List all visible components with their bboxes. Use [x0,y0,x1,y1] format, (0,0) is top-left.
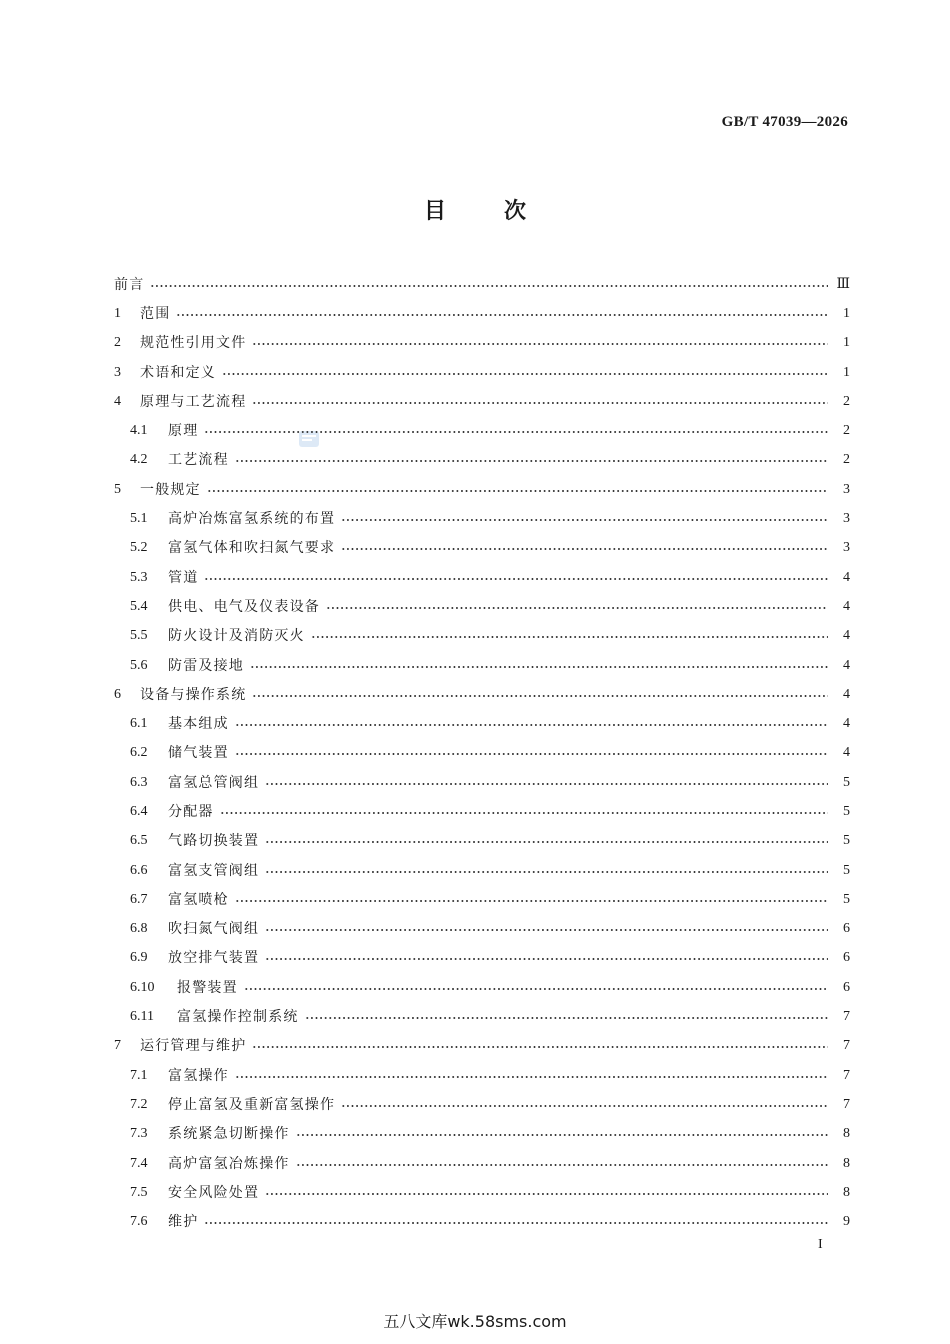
toc-leader-dots [222,367,828,381]
toc-entry-label: 富氢总管阀组 [168,774,260,791]
toc-entry-number: 4.1 [130,423,148,439]
toc-entry-label: 富氢支管阀组 [168,862,260,879]
toc-entry-page: 3 [843,481,850,497]
toc-leader-dots [244,982,828,996]
toc-entry[interactable] [114,270,850,299]
toc-leader-dots [326,601,828,615]
toc-leader-dots [235,894,828,908]
toc-entry-number: 3 [114,364,121,380]
toc-entry-page: 6 [843,950,850,966]
toc-entry[interactable] [114,475,850,504]
toc-entry-label: 高炉富氢冶炼操作 [168,1155,290,1172]
toc-leader-dots [341,542,828,556]
toc-entry-page: 1 [843,335,850,351]
toc-entry-label: 维护 [168,1214,199,1231]
toc-entry-label: 范围 [140,305,171,322]
toc-entry[interactable] [114,299,850,328]
toc-entry[interactable] [114,1120,850,1149]
toc-entry-page: 4 [843,716,850,732]
toc-entry-label: 安全风险处置 [168,1184,260,1201]
toc-leader-dots [341,1099,828,1113]
toc-entry-label: 工艺流程 [168,452,229,469]
toc-entry[interactable] [114,944,850,973]
toc-leader-dots [235,1070,828,1084]
toc-entry-number: 7.1 [130,1067,148,1083]
toc-leader-dots [252,337,828,351]
toc-entry-page: 7 [843,1067,850,1083]
toc-entry-number: 5.3 [130,569,148,585]
toc-leader-dots [341,513,828,527]
toc-leader-dots [296,1158,828,1172]
toc-entry-number: 7.5 [130,1184,148,1200]
toc-entry-page: 4 [843,745,850,761]
toc-entry-number: 5.1 [130,511,148,527]
toc-entry-page: 1 [843,364,850,380]
footer-watermark-text: 五八文库wk.58sms.com [383,1312,567,1331]
toc-entry[interactable] [114,973,850,1002]
toc-entry-label: 高炉冶炼富氢系统的布置 [168,511,336,528]
toc-entry-label: 储气装置 [168,745,229,762]
toc-entry-number: 5.6 [130,657,148,673]
toc-entry[interactable] [114,768,850,797]
toc-entry-number: 6.11 [130,1009,154,1025]
toc-entry-number: 6.7 [130,891,148,907]
toc-entry-label: 系统紧急切断操作 [168,1126,290,1143]
toc-leader-dots [207,484,828,498]
toc-entry[interactable] [114,885,850,914]
toc-entry-label: 分配器 [168,803,214,820]
toc-entry-page: 8 [843,1184,850,1200]
toc-entry-page: 5 [843,774,850,790]
toc-entry-label: 供电、电气及仪表设备 [168,598,320,615]
toc-entry-page: 3 [843,540,850,556]
toc-entry-number: 5.5 [130,628,148,644]
toc-entry-label: 防火设计及消防灭火 [168,628,305,645]
toc-entry-page: 8 [843,1155,850,1171]
toc-entry[interactable] [114,1149,850,1178]
toc-entry[interactable] [114,534,850,563]
toc-leader-dots [265,865,828,879]
toc-entry[interactable] [114,504,850,533]
toc-entry[interactable] [114,651,850,680]
toc-entry[interactable] [114,1178,850,1207]
toc-leader-dots [265,835,828,849]
toc-entry-page: 5 [843,833,850,849]
toc-entry[interactable] [114,680,850,709]
toc-leader-dots [252,1040,828,1054]
toc-entry-page: 4 [843,598,850,614]
toc-entry-label: 富氢气体和吹扫氮气要求 [168,540,336,557]
toc-entry[interactable] [114,709,850,738]
title-char-left: 目 [423,199,446,224]
toc-entry[interactable] [114,856,850,885]
toc-leader-dots [235,718,828,732]
toc-entry-page: 4 [843,686,850,702]
standard-code: GB/T 47039—2026 [721,114,848,130]
toc-entry-page: 4 [843,569,850,585]
toc-leader-dots [150,279,828,293]
toc-entry[interactable] [114,797,850,826]
toc-entry-label: 报警装置 [177,979,238,996]
toc-entry-page: 5 [843,803,850,819]
toc-entry-label: 设备与操作系统 [140,686,247,703]
toc-leader-dots [265,923,828,937]
toc-entry[interactable] [114,563,850,592]
toc-entry-number: 6.8 [130,921,148,937]
toc-leader-dots [296,1128,828,1142]
toc-entry-number: 6.10 [130,979,155,995]
toc-entry-label: 原理与工艺流程 [140,393,247,410]
toc-entry-label: 富氢操作 [168,1067,229,1084]
toc-entry-number: 6.3 [130,774,148,790]
toc-entry-page: 2 [843,452,850,468]
toc-entry-page: 2 [843,423,850,439]
toc-leader-dots [252,689,828,703]
toc-entry-number: 7 [114,1038,121,1054]
toc-entry[interactable] [114,329,850,358]
toc-leader-dots [305,1011,828,1025]
toc-entry[interactable] [114,739,850,768]
toc-entry-number: 7.2 [130,1096,148,1112]
toc-entry-number: 6.1 [130,716,148,732]
toc-entry-label: 放空排气装置 [168,950,260,967]
toc-entry-number: 6.5 [130,833,148,849]
toc-leader-dots [265,952,828,966]
toc-entry-page: 6 [843,921,850,937]
toc-entry-page: 2 [843,393,850,409]
toc-entry[interactable] [114,446,850,475]
toc-entry[interactable] [114,915,850,944]
toc-leader-dots [250,660,828,674]
toc-entry-label: 停止富氢及重新富氢操作 [168,1096,336,1113]
toc-entry-number: 1 [114,305,121,321]
toc-entry-page: Ⅲ [836,276,850,292]
toc-entry-label: 吹扫氮气阀组 [168,921,260,938]
toc-entry-page: 7 [843,1096,850,1112]
toc-entry-page: 5 [843,891,850,907]
toc-entry-number: 5 [114,481,121,497]
toc-entry[interactable] [114,416,850,445]
toc-entry-label: 防雷及接地 [168,657,244,674]
toc-entry-page: 7 [843,1009,850,1025]
toc-leader-dots [252,396,828,410]
toc-entry-page: 4 [843,657,850,673]
toc-entry[interactable] [114,1061,850,1090]
title-char-right: 次 [504,199,527,224]
toc-leader-dots [204,1216,828,1230]
page-title [0,194,950,225]
toc-entry-number: 7.4 [130,1155,148,1171]
toc-entry-page: 4 [843,628,850,644]
toc-leader-dots [220,806,828,820]
toc-leader-dots [265,1187,828,1201]
toc-entry-number: 6.4 [130,803,148,819]
page-number: I [818,1237,823,1252]
toc-entry-label: 原理 [168,423,199,440]
toc-entry-number: 6 [114,686,121,702]
toc-entry-label: 气路切换装置 [168,833,260,850]
toc-leader-dots [311,630,828,644]
toc-entry[interactable] [114,358,850,387]
toc-entry-label: 规范性引用文件 [140,335,247,352]
toc-leader-dots [176,308,828,322]
toc-entry[interactable] [114,387,850,416]
toc-entry-number: 4.2 [130,452,148,468]
toc-leader-dots [204,572,828,586]
toc-entry[interactable] [114,1090,850,1119]
toc-entry[interactable] [114,622,850,651]
toc-entry-number: 7.3 [130,1126,148,1142]
toc-entry-label: 术语和定义 [140,364,216,381]
toc-entry-label: 前言 [114,276,145,293]
toc-entry-label: 管道 [168,569,199,586]
toc-leader-dots [235,454,828,468]
toc-entry-number: 6.9 [130,950,148,966]
toc-entry-number: 6.6 [130,862,148,878]
toc-entry-page: 8 [843,1126,850,1142]
toc-entry[interactable] [114,1208,850,1237]
toc-entry-number: 5.4 [130,598,148,614]
toc-leader-dots [235,747,828,761]
toc-entry-label: 运行管理与维护 [140,1038,247,1055]
toc-entry[interactable] [114,827,850,856]
toc-entry[interactable] [114,1002,850,1031]
toc-entry-page: 6 [843,979,850,995]
toc-leader-dots [265,777,828,791]
toc-entry[interactable] [114,1032,850,1061]
toc-entry-page: 5 [843,862,850,878]
toc-entry-number: 5.2 [130,540,148,556]
toc-entry-number: 2 [114,335,121,351]
table-of-contents [114,270,850,1237]
toc-leader-dots [204,425,828,439]
toc-entry-page: 7 [843,1038,850,1054]
toc-entry-page: 3 [843,511,850,527]
toc-entry-label: 富氢操作控制系统 [177,1009,299,1026]
toc-entry-number: 6.2 [130,745,148,761]
toc-entry-page: 1 [843,305,850,321]
toc-entry-number: 7.6 [130,1214,148,1230]
toc-entry-label: 一般规定 [140,481,201,498]
toc-entry-label: 富氢喷枪 [168,891,229,908]
toc-entry-label: 基本组成 [168,716,229,733]
toc-entry[interactable] [114,592,850,621]
toc-entry-page: 9 [843,1214,850,1230]
toc-entry-number: 4 [114,393,121,409]
